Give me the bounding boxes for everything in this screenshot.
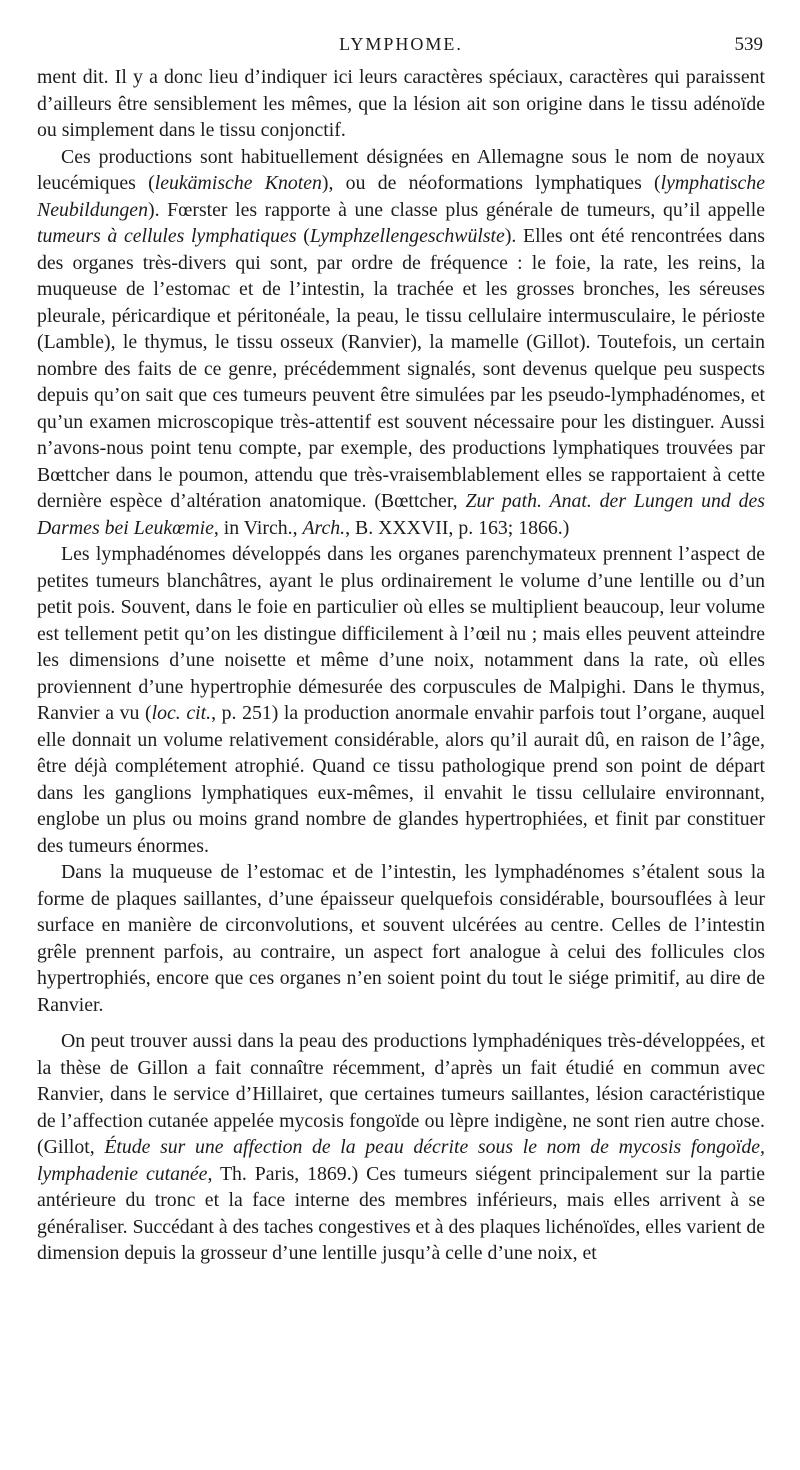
text-run: ). Elles ont été rencontrées dans des organes très-divers qui sont, par ordre de fréquence : le foie, la rate, les reins, la muqueuse de l’estomac et de l’intestin, la trachée et les grosses bronches, les séreuses pleurale, péricardique et péritonéale, la peau, le tissu cellulaire intermusculaire, le périoste (Lamble), le thymus, le tissu osseux (Ranvier), la mamelle (Gillot). Toutefois, un certain nombre des faits de ce genre, précédemment signalés, sont devenus quelque peu suspects depuis qu’on sait que ces tumeurs peuvent être simulées par les pseudo-lymphadénomes, et qu’un examen microscopique très-attentif est souvent nécessaire pour les distinguer. Aussi n’avons-nous point tenu compte, par exemple, des productions lymphatiques trouvées par Bœttcher dans le poumon, attendu que très-vraisemblablement elles se rapportaient à cette dernière espèce d’altération anatomique. (Bœttcher,: [37, 225, 765, 512]
text-run: ment dit. Il y a donc lieu d’indiquer ici leurs caractères spéciaux, caractères qui paraissent d’ailleurs être sensiblement les mêmes, que la lésion ait son origine dans le tissu adénoïde ou simplement dans le tissu conjonctif.: [37, 66, 765, 141]
italic-text: tumeurs à cellules lymphatiques: [37, 225, 297, 247]
paragraph: [37, 541, 765, 859]
text-run: ), ou de néoformations lymphatiques (: [321, 172, 661, 194]
paragraph: [37, 64, 765, 144]
text-run: On peut trouver aussi dans la peau des productions lymphadéniques très-développées, et la thèse de Gillon a fait connaître récemment, d’après un fait étudié en commun avec Ranvier, dans le service d’Hillairet, que certaines tumeurs saillantes, lésion caractéristique de l’affection cutanée appelée mycosis fongoïde ou lèpre indigène, ne sont rien autre chose. (Gillot,: [37, 1030, 765, 1158]
paragraph: [37, 144, 765, 542]
italic-text: Lymphzellengeschwülste: [309, 225, 505, 247]
paragraph: [37, 859, 765, 1018]
text-run: , Th. Paris, 1869.) Ces tumeurs siégent principalement sur la partie antérieure du tronc et la face interne des membres inférieurs, mais elles arrivent à se généraliser. Succédant à des taches congestives et à des plaques lichénoïdes, elles varient de dimension depuis la grosseur d’une lentille jusqu’à celle d’une noix, et: [37, 1162, 765, 1264]
text-run: , p. 251) la production anormale envahir parfois tout l’organe, auquel elle donnait un volume relativement considérable, alors qu’il aurait dû, en raison de l’âge, être déjà complétement atrophié. Quand ce tissu pathologique prend son point de départ dans les ganglions lymphatiques eux-mêmes, il envahit le tissu cellulaire environnant, englobe un plus ou moins grand nombre de glandes hypertrophiées, et finit par constituer des tumeurs énormes.: [37, 702, 766, 857]
text-run: Les lymphadénomes développés dans les organes parenchymateux prennent l’aspect de petites tumeurs blanchâtres, ayant le plus ordinairement le volume d’une lentille ou d’un petit pois. Souvent, dans le foie en particulier où elles se multiplient beaucoup, leur volume est tellement petit qu’on les distingue difficilement à l’œil nu ; mais elles peuvent atteindre les dimensions d’une noisette et même d’une noix, notamment dans la rate, où elles proviennent d’une hypertrophie démesurée des corpuscules de Malpighi. Dans le thymus, Ranvier a vu (: [37, 543, 765, 724]
text-run: Ces productions sont habituellement désignées en Allemagne sous le nom de noyaux leucémiques (: [37, 145, 765, 194]
text-run: , in Virch.,: [213, 516, 303, 539]
page-body: [37, 64, 765, 1267]
paragraph: [37, 1028, 765, 1267]
italic-text: Arch.: [302, 516, 346, 539]
running-header: [37, 34, 765, 64]
running-title: LYMPHOME.: [339, 34, 463, 54]
italic-text: leukämische Knoten: [154, 172, 322, 194]
italic-text: lymphatische Neubildungen: [37, 172, 765, 221]
italic-text: loc. cit.: [151, 702, 212, 724]
text-run: ). Fœrster les rapporte à une classe plus générale de tumeurs, qu’il appelle: [147, 198, 765, 221]
text-run: Dans la muqueuse de l’estomac et de l’intestin, les lymphadénomes s’étalent sous la forme de plaques saillantes, d’une épaisseur quelquefois considérable, boursouflées à leur surface en manière de circonvolutions, et souvent ulcérées au centre. Celles de l’intestin grêle prennent parfois, au contraire, un aspect fort analogue à celui des follicules clos hypertrophiés, encore que ces organes n’en soient point du tout le siége primitif, au dire de Ranvier.: [37, 861, 765, 1016]
page-number: 539: [734, 34, 763, 55]
italic-text: Zur path. Anat. der Lungen und des Darmes bei Leukœmie: [37, 490, 765, 539]
text-run: (: [296, 225, 310, 247]
text-run: , B. XXXVII, p. 163; 1866.): [345, 516, 570, 539]
italic-text: Étude sur une affection de la peau décrite sous le nom de mycosis fongoïde, lymphadenie cutanée: [37, 1136, 765, 1185]
